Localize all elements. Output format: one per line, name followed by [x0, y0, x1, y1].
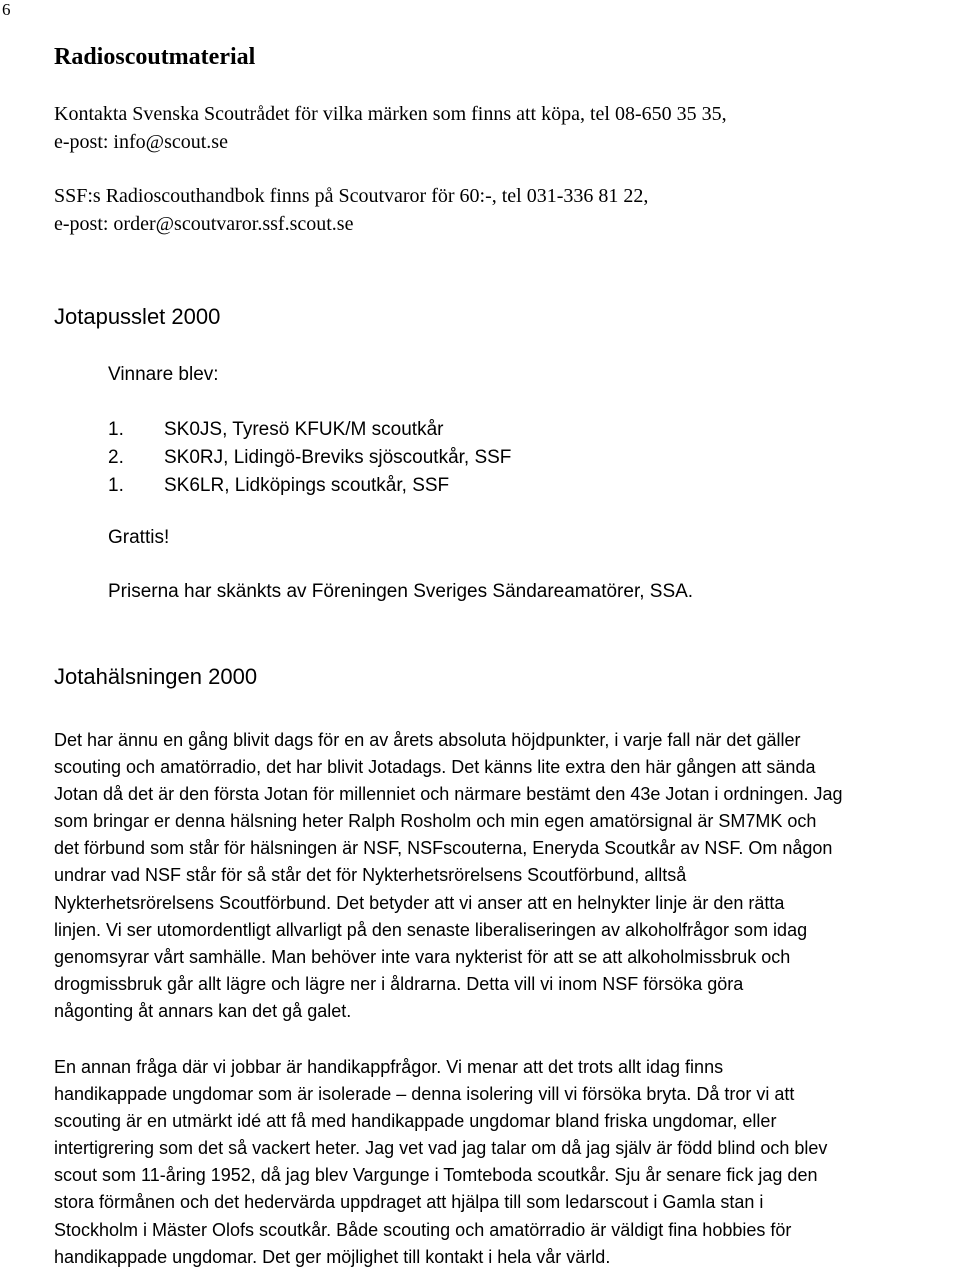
- winner-number: 1.: [108, 419, 124, 440]
- text-line: Jotan då det är den första Jotan för millenniet och närmare bestämt den 43e Jotan i ordningen. Jag: [54, 784, 843, 805]
- text-line: som bringar er denna hälsning heter Ralph Rosholm och min egen amatörsignal är SM7MK och: [54, 811, 817, 832]
- text-line: undrar vad NSF står för så står det för Nykterhetsrörelsens Scoutförbund, alltså: [54, 865, 687, 886]
- congrats-text: Grattis!: [108, 527, 170, 548]
- prizes-text: Priserna har skänkts av Föreningen Sveriges Sändareamatörer, SSA.: [108, 581, 694, 602]
- puzzle-heading: Jotapusslet 2000: [54, 304, 221, 329]
- text-line: linjen. Vi ser utomordentligt allvarligt på den senaste liberaliseringen av alkoholfrågor som idag: [54, 919, 808, 940]
- greeting-paragraph-2: [54, 1054, 934, 1271]
- contact-line: e-post: order@scoutvaror.ssf.scout.se: [54, 213, 354, 235]
- greeting-paragraph-1: [54, 727, 934, 1025]
- contact-line: SSF:s Radioscouthandbok finns på Scoutvaror för 60:-, tel 031-336 81 22,: [54, 185, 649, 207]
- text-line: scouting och amatörradio, det har blivit Jotadags. Det känns lite extra den här gången att sända: [54, 757, 816, 778]
- greeting-heading: Jotahälsningen 2000: [54, 664, 258, 689]
- contact-line: Kontakta Svenska Scoutrådet för vilka märken som finns att köpa, tel 08-650 35 35,: [54, 103, 727, 125]
- text-line: scout som 11-åring 1952, då jag blev Vargunge i Tomteboda scoutkår. Sju år senare fick jag den: [54, 1165, 818, 1186]
- contact-line: e-post: info@scout.se: [54, 131, 228, 153]
- text-line: En annan fråga där vi jobbar är handikappfrågor. Vi menar att det trots allt idag finns: [54, 1057, 724, 1077]
- text-line: handikappade ungdomar. Det ger möjlighet till kontakt i hela vår värld.: [54, 1246, 611, 1267]
- text-line: Nykterhetsrörelsens Scoutförbund. Det betyder att vi anser att en helnykter linje är den rätta: [54, 892, 785, 913]
- list-item: [108, 444, 511, 472]
- winner-text: SK0RJ, Lidingö-Breviks sjöscoutkår, SSF: [164, 447, 512, 468]
- text-line: Det har ännu en gång blivit dags för en av årets absoluta höjdpunkter, i varje fall när det gäller: [54, 730, 801, 750]
- text-line: handikappade ungdomar som är isolerade – denna isolering vill vi försöka bryta. Då tror vi att: [54, 1084, 795, 1105]
- text-line: stora förmånen och det hedervärda uppdraget att hjälpa till som ledarscout i Gamla stan i: [54, 1192, 764, 1213]
- winner-text: SK6LR, Lidköpings scoutkår, SSF: [164, 475, 450, 496]
- text-line: scouting är en utmärkt idé att få med handikappade ungdomar bland friska ungdomar, eller: [54, 1111, 777, 1132]
- winner-text: SK0JS, Tyresö KFUK/M scoutkår: [164, 419, 444, 440]
- text-line: Stockholm i Mäster Olofs scoutkår. Både scouting och amatörradio är väldigt fina hobbies för: [54, 1219, 792, 1240]
- page-number: 6: [2, 0, 11, 19]
- contact-scoutradet: [54, 100, 727, 156]
- text-line: drogmissbruk går allt lägre och lägre ner i åldrarna. Detta vill vi inom NSF försöka göra: [54, 973, 744, 994]
- winner-number: 2.: [108, 447, 124, 468]
- page-title: Radioscoutmaterial: [54, 44, 256, 70]
- text-line: intertigrering som det så vackert heter. Jag vet vad jag talar om då jag själv är född blind och blev: [54, 1138, 828, 1159]
- text-line: genomsyrar vårt samhälle. Man behöver inte vara nykterist för att se att alkoholmissbruk och: [54, 946, 791, 967]
- winners-label: Vinnare blev:: [108, 364, 219, 385]
- winner-number: 1.: [108, 475, 124, 496]
- text-line: någonting åt annars kan det gå galet.: [54, 1000, 352, 1021]
- contact-scoutvaror: [54, 182, 648, 238]
- list-item: [108, 472, 511, 500]
- winners-list: [108, 416, 511, 500]
- text-line: det förbund som står för hälsningen är NSF, NSFscouterna, Eneryda Scoutkår av NSF. Om någon: [54, 838, 833, 859]
- list-item: [108, 416, 511, 444]
